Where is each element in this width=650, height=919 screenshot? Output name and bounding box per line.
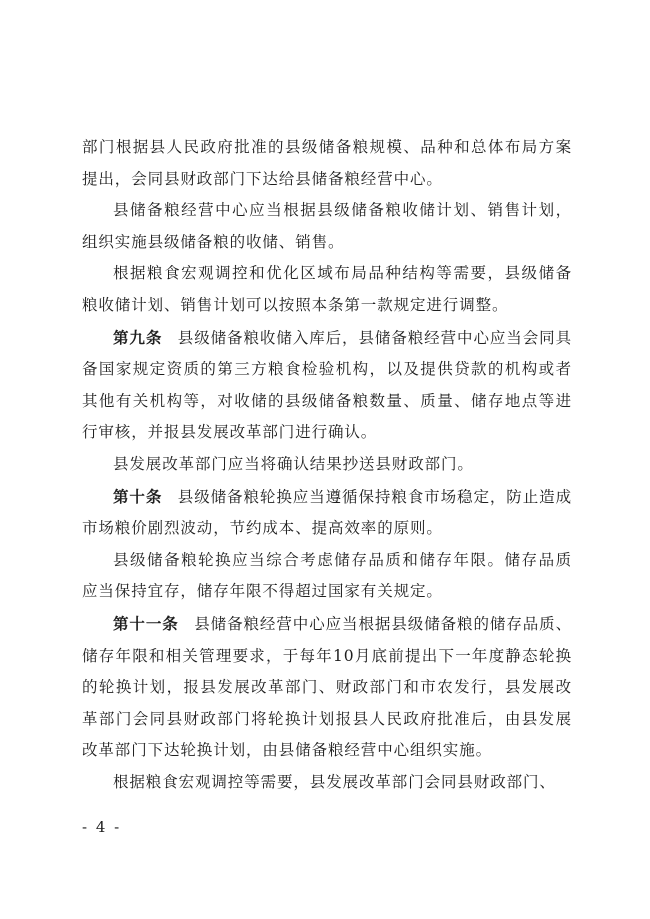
paragraph: [82, 258, 572, 321]
paragraph: [82, 608, 572, 767]
paragraph: [82, 195, 572, 258]
paragraph-text: 根据粮食宏观调控和优化区域布局品种结构等需要，县级储备粮收储计划、销售计划可以按照本条第一款规定进行调整。: [82, 264, 572, 314]
paragraph-text: 部门根据县人民政府批准的县级储备粮规模、品种和总体布局方案提出，会同县财政部门下达给县储备粮经营中心。: [82, 138, 572, 188]
body-text: [82, 132, 572, 798]
article-number: 第十一条: [113, 613, 179, 633]
article-number: 第九条: [113, 327, 163, 347]
article-number: 第十条: [113, 486, 163, 506]
paragraph-text: 根据粮食宏观调控等需要，县发展改革部门会同县财政部门、: [113, 772, 556, 791]
paragraph: [82, 132, 572, 195]
paragraph-text: 县级储备粮轮换应当综合考虑储存品质和储存年限。储存品质应当保持宜存，储存年限不得超过国家有关规定。: [82, 550, 572, 601]
paragraph: [82, 449, 572, 481]
paragraph-text: 县发展改革部门应当将确认结果抄送县财政部门。: [113, 454, 474, 473]
paragraph: [82, 767, 572, 799]
paragraph-text: 县级储备粮收储入库后，县储备粮经营中心应当会同具备国家规定资质的第三方粮食检验机构，以及提供贷款的机构或者其他有关机构等，对收储的县级储备粮数量、质量、储存地点等进行审核，并报县发展改革部门进行确认。: [82, 328, 572, 442]
paragraph: [82, 481, 572, 545]
paragraph-text: 县储备粮经营中心应当根据县级储备粮收储计划、销售计划，组织实施县级储备粮的收储、销售。: [82, 201, 572, 251]
paragraph: [82, 545, 572, 608]
page-number: - 4 -: [82, 818, 122, 836]
paragraph-text: 县级储备粮轮换应当遵循保持粮食市场稳定，防止造成市场粮价剧烈波动，节约成本、提高效率的原则。: [82, 487, 572, 538]
paragraph: [82, 322, 572, 449]
paragraph-text: 县储备粮经营中心应当根据县级储备粮的储存品质、储存年限和相关管理要求，于每年10月底前提出下一年度静态轮换的轮换计划，报县发展改革部门、财政部门和市农发行，县发展改革部门会同县财政部门将轮换计划报县人民政府批准后，由县发展改革部门下达轮换计划，由县储备粮经营中心组织实施。: [82, 614, 573, 760]
